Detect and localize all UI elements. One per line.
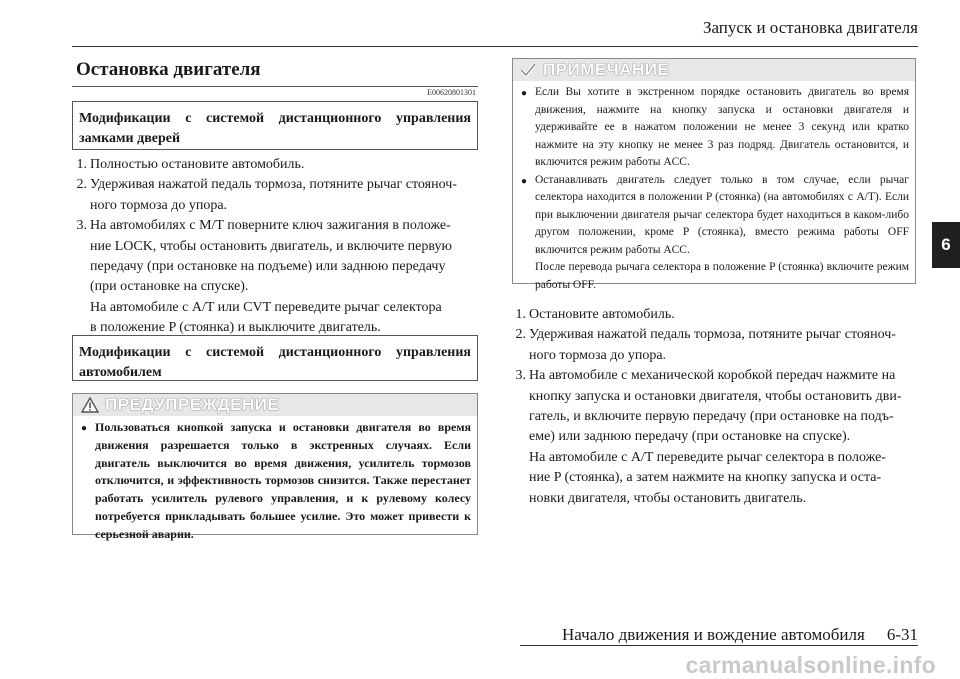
bullet-icon: ● xyxy=(521,88,528,99)
right-steps-list xyxy=(511,305,915,509)
note-title: ПРИМЕЧАНИЕ xyxy=(543,60,670,79)
bullet-icon: ● xyxy=(521,175,528,187)
note-bullet: ● Если Вы хотите в экстренном порядке остановить двигатель во время движения, нажмите на кнопку запуска и остановки двигателя и удерживайте ее в нажатом положении не менее 3 секунд или кратко нажмите на эту кнопку не менее 3 раз подряд. Двигатель остановится, и включится режим работы ACC. xyxy=(521,84,909,172)
header-title: Запуск и остановка двигателя xyxy=(702,18,918,37)
warning-box xyxy=(72,393,478,541)
list-item-continuation: в положение P (стоянка) и выключите двигатель. xyxy=(90,320,381,336)
list-item-continuation: ние LOCK, чтобы остановить двигатель, и включите первую xyxy=(90,238,452,254)
list-item: 2. Удерживая нажатой педаль тормоза, потяните рычаг стояноч- xyxy=(76,177,457,193)
bullet-icon: ● xyxy=(81,423,88,434)
list-item: 3. На автомобилях с M/T поверните ключ зажигания в положе- xyxy=(76,218,451,234)
list-item-continuation: ного тормоза до упора. xyxy=(529,347,667,363)
list-item-continuation: кнопку запуска и остановки двигателя, чтобы остановить дви- xyxy=(529,388,902,404)
list-item: 1. Полностью остановите автомобиль. xyxy=(76,157,305,172)
subheading-remote-engine: Модификации с системой дистанционного управления автомобилем xyxy=(72,335,478,381)
note-check-icon xyxy=(519,62,537,78)
subheading-remote-lock: Модификации с системой дистанционного управления замками дверей xyxy=(72,101,478,150)
list-item-continuation: ние P (стоянка), а затем нажмите на кнопку запуска и оста- xyxy=(529,470,882,486)
list-item-continuation: передачу (при остановке на подъеме) или заднюю передачу xyxy=(90,259,446,275)
warning-title: ПРЕДУПРЕЖДЕНИЕ xyxy=(105,395,280,414)
watermark: carmanualsonline.info xyxy=(685,652,936,678)
footer-divider xyxy=(520,645,918,646)
warning-bullet: ● Пользоваться кнопкой запуска и остановки двигателя во время движения разрешается только в экстренных случаях. Если двигатель выключится во время движения, усилитель тормозов отключится, и эффективность тормозов снизится. Также перестанет работать усилитель рулевого управления, и к рулевому колесу потребуется прикладывать большее усилие. Это может привести к серьезной аварии. xyxy=(81,419,471,544)
note-bullet: ● Останавливать двигатель следует только в том случае, если рычаг селектора находится в положении P (стоянка) (на автомобилях с A/T). Если при выключении двигателя рычаг селектора будет находиться в каком-либо другом положении, кроме P (стоянка), вместо режима работы OFF включится режим работы ACC. xyxy=(521,172,909,260)
warning-header xyxy=(73,394,477,416)
left-steps-list xyxy=(72,155,476,339)
list-item: 2. Удерживая нажатой педаль тормоза, потяните рычаг стояноч- xyxy=(515,327,896,343)
list-item: 1. Остановите автомобиль. xyxy=(515,307,675,322)
section-code: E00620801301 xyxy=(427,88,476,97)
page-number: 6-31 xyxy=(886,625,918,644)
note-header xyxy=(513,59,915,81)
header-divider xyxy=(72,46,918,47)
footer-chapter: Начало движения и вождение автомобиля xyxy=(561,625,865,644)
warning-triangle-icon xyxy=(81,397,99,413)
list-item-continuation: гатель, и включите первую передачу (при остановке на подъ- xyxy=(529,409,894,425)
list-item-continuation: (при остановке на спуске). xyxy=(90,279,249,295)
list-item: 3. На автомобиле с механической коробкой передач нажмите на xyxy=(515,368,896,384)
list-item-continuation: новки двигателя, чтобы остановить двигатель. xyxy=(529,490,807,506)
list-item-continuation: еме) или заднюю передачу (при остановке на спуске). xyxy=(529,429,851,445)
list-item-continuation: ного тормоза до упора. xyxy=(90,197,228,213)
list-item-continuation: На автомобиле с A/T или CVT переведите рычаг селектора xyxy=(90,299,442,315)
section-title: Остановка двигателя xyxy=(72,57,478,87)
list-item-continuation: На автомобиле с A/T переведите рычаг селектора в положе- xyxy=(529,449,886,465)
note-box xyxy=(512,58,916,291)
chapter-tab[interactable]: 6 xyxy=(932,222,960,268)
note-paragraph: После перевода рычага селектора в положение P (стоянка) включите режим работы OFF. xyxy=(535,261,909,291)
footer xyxy=(562,625,918,645)
